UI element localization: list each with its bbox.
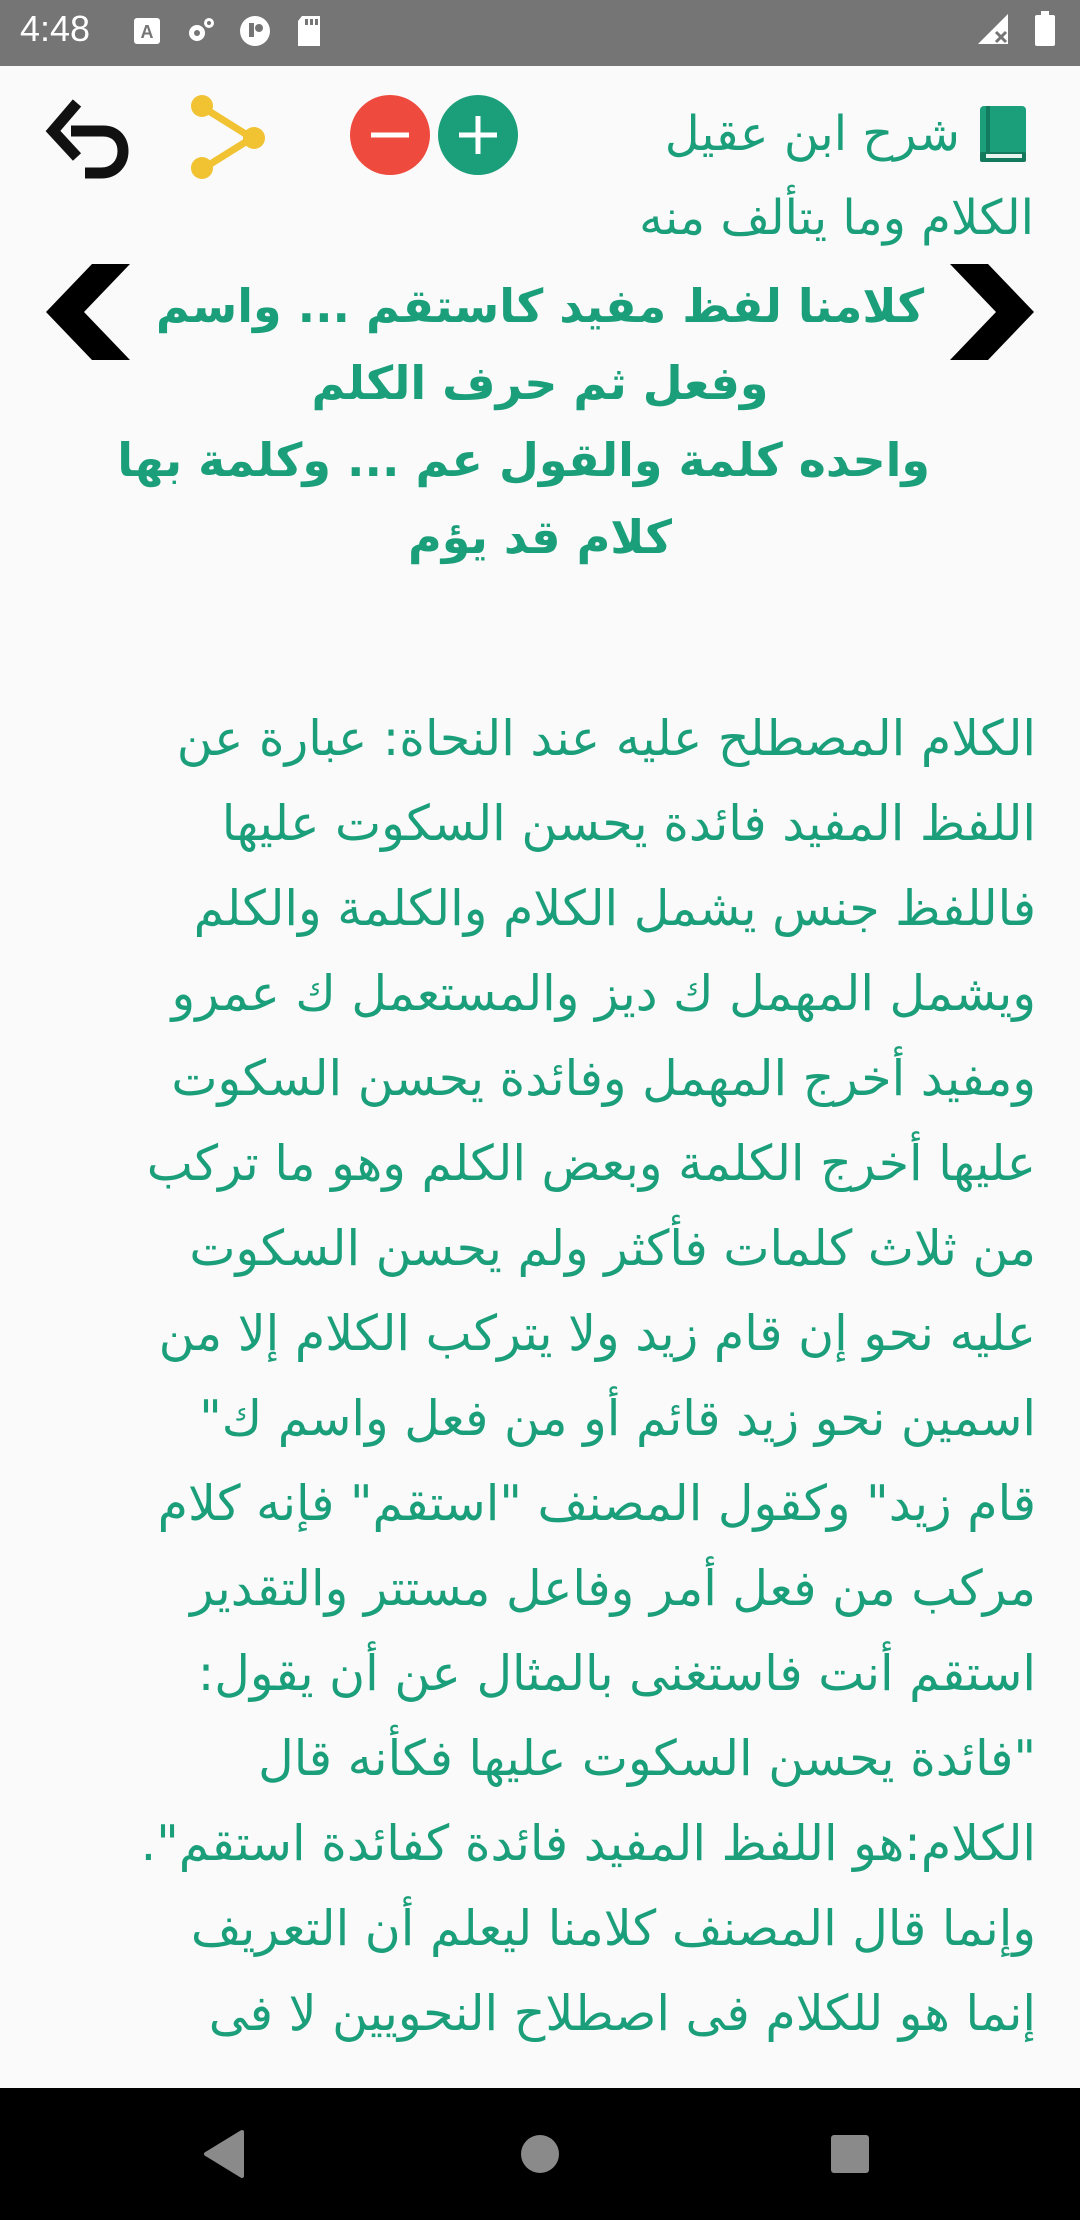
pocket-icon xyxy=(238,14,272,48)
commentary-line: عليها أخرج الكلمة وبعض الكلم وهو ما تركب xyxy=(146,1135,1036,1192)
zoom-in-icon xyxy=(453,110,503,160)
commentary-line: إنما هو للكلام فى اصطلاح النحويين لا فى xyxy=(208,1985,1036,2042)
svg-text:A: A xyxy=(140,22,154,42)
commentary-line: استقم أنت فاستغنى بالمثال عن أن يقول: xyxy=(197,1645,1036,1702)
verse-line: وفعل ثم حرف الكلم xyxy=(311,356,769,410)
status-time: 4:48 xyxy=(20,8,91,49)
commentary-line: فاللفظ جنس يشمل الكلام والكلمة والكلم xyxy=(193,880,1036,937)
status-system-icons xyxy=(976,12,1062,46)
commentary-text xyxy=(44,696,1036,2056)
nav-recents-button[interactable] xyxy=(814,2118,886,2190)
chevron-right-icon xyxy=(940,262,1040,362)
status-bar xyxy=(0,0,1080,66)
status-notification-icons xyxy=(130,14,326,48)
recents-square-icon xyxy=(828,2132,872,2176)
verse-line: كلام قد يؤم xyxy=(408,510,672,564)
nav-home-button[interactable] xyxy=(504,2118,576,2190)
verse-text xyxy=(117,268,930,576)
commentary-line: وإنما قال المصنف كلامنا ليعلم أن التعريف xyxy=(190,1900,1036,1957)
commentary-line: قام زيد" وكقول المصنف "استقم" فإنه كلام xyxy=(157,1475,1036,1532)
back-triangle-icon xyxy=(200,2128,248,2180)
commentary-line: اسمين نحو زيد قائم أو من فعل واسم ك" xyxy=(199,1390,1036,1447)
share-button[interactable] xyxy=(180,88,276,184)
verse-line: كلامنا لفظ مفيد كاستقم ... واسم xyxy=(155,279,925,333)
nav-back-button[interactable] xyxy=(188,2118,260,2190)
undo-icon xyxy=(45,91,135,181)
chapter-title: الكلام وما يتألف منه xyxy=(639,190,1034,246)
book-icon xyxy=(978,104,1030,164)
app-title-group xyxy=(665,94,1030,174)
keyboard-a-icon xyxy=(130,14,164,48)
zoom-out-icon xyxy=(365,110,415,160)
undo-button[interactable] xyxy=(40,86,140,186)
commentary-line: ويشمل المهمل ك ديز والمستعمل ك عمرو xyxy=(171,965,1036,1022)
commentary-line: عليه نحو إن قام زيد ولا يتركب الكلام إلا من xyxy=(158,1305,1036,1362)
commentary-line: اللفظ المفيد فائدة يحسن السكوت عليها xyxy=(221,795,1036,852)
home-circle-icon xyxy=(518,2132,562,2176)
commentary-line: ومفيد أخرج المهمل وفائدة يحسن السكوت xyxy=(171,1050,1036,1107)
system-nav-bar xyxy=(0,2088,1080,2220)
commentary-line: الكلام:هو اللفظ المفيد فائدة كفائدة استقم". xyxy=(140,1815,1036,1872)
app-title: شرح ابن عقيل xyxy=(664,106,960,162)
commentary-line: "فائدة يحسن السكوت عليها فكأنه قال xyxy=(258,1730,1036,1787)
zoom-out-button[interactable] xyxy=(350,95,430,175)
battery-icon xyxy=(1028,12,1062,46)
previous-page-button[interactable] xyxy=(40,262,140,362)
signal-x-icon xyxy=(976,12,1010,46)
next-page-button[interactable] xyxy=(940,262,1040,362)
sd-card-icon xyxy=(292,14,326,48)
verse-line: واحده كلمة والقول عم ... وكلمة بها xyxy=(117,433,930,487)
commentary-line: الكلام المصطلح عليه عند النحاة: عبارة عن xyxy=(176,710,1036,767)
settings-icon xyxy=(184,14,218,48)
commentary-line: مركب من فعل أمر وفاعل مستتر والتقدير xyxy=(190,1560,1036,1617)
chevron-left-icon xyxy=(40,262,140,362)
share-icon xyxy=(184,92,272,180)
zoom-in-button[interactable] xyxy=(438,95,518,175)
commentary-line: من ثلاث كلمات فأكثر ولم يحسن السكوت xyxy=(189,1220,1036,1277)
